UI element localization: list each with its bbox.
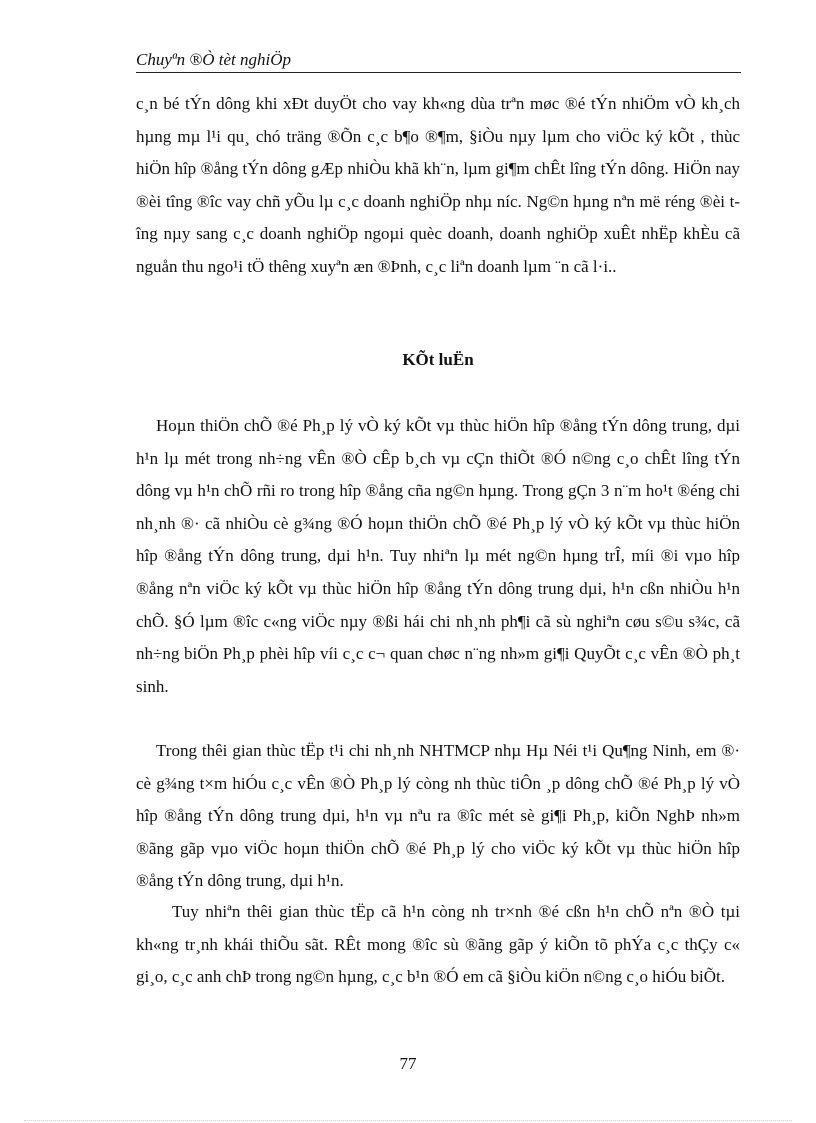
section-heading-conclusion: KÕt luËn bbox=[402, 350, 474, 369]
body-paragraph-1: c¸n bé tÝn dông khi xÐt duyÖt cho vay kh«ng dùa trªn møc ®é tÝn nhiÖm vÒ kh¸ch hµng mµ l¹i qu¸ chó träng ®Õn c¸c b¶o ®¶m, §iÒu nµy lµm cho viÖc ký kÕt , thùc hiÖn hîp ®ång tÝn dông gÆp nhiÒu khã kh¨n, lµm gi¶m chÊt lîng tÝn dông. HiÖn nay ®èi tîng ®îc vay chñ yÕu lµ c¸c doanh nghiÖp nhµ níc. Ng©n hµng nªn më réng ®èi tîng nµy sang c¸c doanh nghiÖp ngoµi quèc doanh, doanh nghiÖp xuÊt nhËp khÈu cã nguån thu ngo¹i tÖ thêng xuyªn æn ®Þnh, c¸c liªn doanh lµm ¨n cã l·i.. bbox=[136, 94, 740, 276]
running-header-title: Chuyªn ®Ò tèt nghiÖp bbox=[136, 50, 292, 69]
body-paragraph-4: Tuy nhiªn thêi gian thùc tËp cã h¹n còng nh tr×nh ®é cßn h¹n chÕ nªn ®Ò tµi kh«ng tr¸nh khái thiÕu sãt. RÊt mong ®îc sù ®ãng gãp ý kiÕn tõ phÝa c¸c thÇy c« gi¸o, c¸c anh chÞ trong ng©n hµng, c¸c b¹n ®Ó em cã §iÒu kiÖn n©ng c¸o hiÓu biÕt. bbox=[136, 902, 740, 987]
body-paragraph-2: Hoµn thiÖn chÕ ®é Ph¸p lý vÒ ký kÕt vµ thùc hiÖn hîp ®ång tÝn dông trung, dµi h¹n lµ mét trong nh÷ng vÊn ®Ò cÊp b¸ch vµ cÇn thiÕt ®Ó n©ng c¸o chÊt lîng tÝn dông vµ h¹n chÕ rñi ro trong hîp ®ång cña ng©n hµng. Trong gÇn 3 n¨m ho¹t ®éng chi nh¸nh ®· cã nhiÒu cè g¾ng ®Ó hoµn thiÖn chÕ ®é Ph¸p lý vÒ ký kÕt vµ thùc hiÖn hîp ®ång tÝn dông trung, dµi h¹n. Tuy nhiªn lµ mét ng©n hµng trÎ, míi ®i vµo hîp ®ång nªn viÖc ký kÕt vµ thùc hiÖn hîp ®ång tÝn dông trung dµi, h¹n cßn nhiÒu h¹n chÕ. §Ó lµm ®îc c«ng viÖc nµy ®ßi hái chi nh¸nh ph¶i cã sù nghiªn cøu s©u s¾c, cã nh÷ng biÖn Ph¸p phèi hîp víi c¸c c¬ quan chøc n¨ng nh»m gi¶i QuyÕt c¸c vÊn ®Ò ph¸t sinh. bbox=[136, 416, 740, 696]
header-divider bbox=[136, 72, 741, 73]
page-number: 77 bbox=[399, 1054, 417, 1073]
body-paragraph-3: Trong thêi gian thùc tËp t¹i chi nh¸nh NHTMCP nhµ Hµ Néi t¹i Qu¶ng Ninh, em ®· cè g¾ng t×m hiÓu c¸c vÊn ®Ò Ph¸p lý còng nh thùc tiÔn ¸p dông chÕ ®é Ph¸p lý vÒ hîp ®ång tÝn dông trung dµi, h¹n vµ nªu ra ®îc mét sè gi¶i Ph¸p, kiÕn NghÞ nh»m ®ãng gãp vµo viÖc hoµn thiÖn chÕ ®é Ph¸p lý cho viÖc ký kÕt vµ thùc hiÖn hîp ®ång tÝn dông trung, dµi h¹n. bbox=[136, 741, 740, 891]
bottom-dotted-line bbox=[24, 1120, 792, 1121]
